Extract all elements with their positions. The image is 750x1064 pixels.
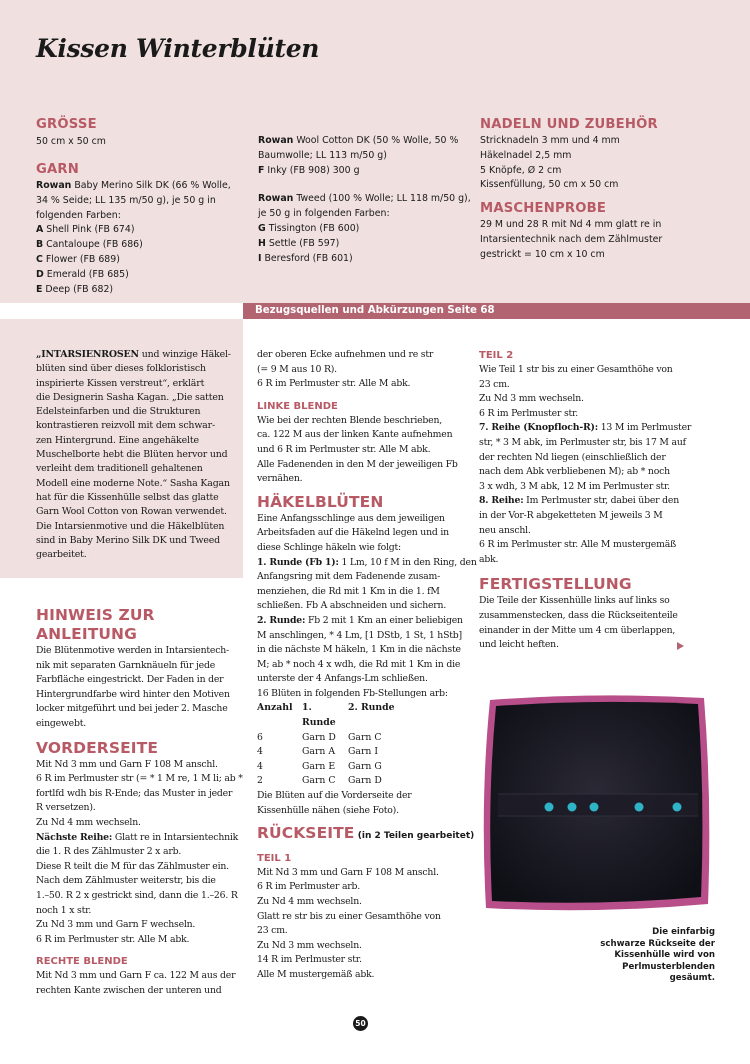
table-cell: Garn D <box>302 731 336 743</box>
hinweis-heading: HINWEIS ZUR ANLEITUNG <box>36 606 155 643</box>
haekelblueten-heading: HÄKELBLÜTEN <box>257 492 384 511</box>
garn-color-item: A Shell Pink (FB 674) <box>36 224 135 236</box>
intro-lead: „INTARSIENROSEN <box>36 349 139 360</box>
table-cell: Garn A <box>302 746 336 758</box>
source-reference-bar: Bezugsquellen und Abkürzungen Seite 68 <box>243 303 750 319</box>
photo-caption: Die einfarbig schwarze Rückseite der Kissenhülle wird von Perlmusterblenden gesäumt. <box>600 927 715 984</box>
garn-section <box>36 162 246 297</box>
table-cell: Garn D <box>348 775 382 787</box>
groesse-heading: GRÖSSE <box>36 117 97 132</box>
intro-text: „INTARSIENROSEN und winzige Häkel- blüten sind über dieses folkloristisch inspirierte Kissen verstreut“, erklärt die Designerin Sasha Kagan. „Die satten Edelsteinfarben und die Strukturen kontrastieren reizvoll mit dem schwar- zen Hintergrund. Eine angehäkelte Muschelborte hebt die Blüten hervor und verleiht dem traditionell gehaltenen Modell eine moderne Note.“ Sasha Kagan hat für die Kissenhülle selbst das glatte Garn Wool Cotton von Rowan verwendet. Die Intarsienmotive und die Häkelblüten sind in Baby Merino Silk DK und Tweed gearbeitet. <box>36 349 231 561</box>
table-cell: Garn E <box>302 760 336 772</box>
garn-color-item: H Settle (FB 597) <box>258 237 340 249</box>
garn-color-item: E Deep (FB 682) <box>36 283 114 295</box>
teil1-heading: TEIL 1 <box>257 852 292 864</box>
table-cell: 6 <box>257 731 263 743</box>
color-table <box>257 701 395 789</box>
pillow-photo <box>476 690 716 918</box>
table-cell: Garn I <box>348 746 379 758</box>
garn-color-item: F Inky (FB 908) 300 g <box>258 164 360 176</box>
table-row <box>257 774 395 789</box>
rueckseite-heading: RÜCKSEITE (in 2 Teilen gearbeitet) <box>257 824 475 843</box>
fertigstellung-heading: FERTIGSTELLUNG <box>479 575 632 594</box>
column-2: der oberen Ecke aufnehmen und re str (= 9 M aus 10 R). 6 R im Perlmuster str. Alle M abk. LINKE BLENDE Wie bei der rechten Blende beschrieben, ca. 122 M aus der linken Kante aufnehmen und 6 R im Perlmuster str. Alle M abk. Alle Fadenenden in den M der jeweiligen Fb vernähen. HÄKELBLÜTEN Eine Anfangsschlinge aus dem jeweiligen Arbeitsfaden auf die Häkelnd legen und in diese Schlinge häkeln wie folgt: 1. Runde (Fb 1): 1 Lm, 10 f M in den Ring, den Anfangsring mit dem Fadenende zusam- menziehen, die Rd mit 1 Km in die 1. fM schließen. Fb A abschneiden und sichern. 2. Runde: Fb 2 mit 1 Km an einer beliebigen M anschlingen, * 4 Lm, [1 DStb, 1 St, 1 hStb] in die nächste M häkeln, 1 Km in die nächste M; ab * noch 4 x wdh, die Rd mit 1 Km in die unterste der 4 Anfangs-Lm schließen. 16 Blüten in folgenden Fb-Stellungen arb: Anzahl 1. Runde 2. Runde 6 Garn D Garn C 4 Garn A Garn I 4 Garn E Garn G 2 Garn C Garn D Die Blüten auf die Vorderseite der Kissenhülle nähen (siehe Foto). RÜCKSEITE (in 2 Teilen gearbeitet) TEIL 1 Mit Nd 3 mm und Garn F 108 M anschl. 6 R im Perlmuster arb. Zu Nd 4 mm wechseln. Glatt re str bis zu einer Gesamthöhe von 23 cm. Zu Nd 3 mm wechseln. 14 R im Perlmuster str. Alle M mustergemäß abk. <box>257 349 477 980</box>
garn-color-item: D Emerald (FB 685) <box>36 268 129 280</box>
maschenprobe-heading: MASCHENPROBE <box>480 201 607 217</box>
garn-line: 34 % Seide; LL 135 m/50 g), je 50 g in <box>36 194 216 206</box>
groesse-section <box>36 117 246 150</box>
hinweis-section: HINWEIS ZUR ANLEITUNG Die Blütenmotive werden in Intarsientech- nik mit separaten Garnknäueln für jede Farbfläche eingestrickt. Der Faden in der Hintergrundfarbe wird hinter den Motiven locker mitgeführt und bei jeder 2. Masche eingewebt. VORDERSEITE Mit Nd 3 mm und Garn F 108 M anschl. 6 R im Perlmuster str (= * 1 M re, 1 M li; ab * fortlfd wdh bis R-Ende; das Muster in jeder R versetzen). Zu Nd 4 mm wechseln. Nächste Reihe: Glatt re in Intarsientechnik die 1. R des Zählmuster 2 x arb. Diese R teilt die M für das Zählmuster ein. Nach dem Zählmuster weiterstr, bis die 1.–50. R 2 x gestrickt sind, dann die 1.–26. R noch 1 x str. Zu Nd 3 mm und Garn F wechseln. 6 R im Perlmuster str. Alle M abk. RECHTE BLENDE Mit Nd 3 mm und Garn F ca. 122 M aus der rechten Kante zwischen der unteren und <box>36 606 248 998</box>
table-header: Anzahl 1. Runde 2. Runde <box>257 702 395 729</box>
rechte-blende-heading: RECHTE BLENDE <box>36 956 128 968</box>
page-number: 50 <box>353 1016 368 1031</box>
table-cell: Garn C <box>302 775 336 787</box>
continue-arrow-icon <box>677 642 684 650</box>
column-3: TEIL 2 Wie Teil 1 str bis zu einer Gesamthöhe von 23 cm. Zu Nd 3 mm wechseln. 6 R im Perlmuster str. 7. Reihe (Knopfloch-R): 13 M im Perlmuster str, * 3 M abk, im Perlmuster str, bis 17 M auf der rechten Nd liegen (einschließlich der nach dem Abk verbliebenen M); ab * noch 3 x wdh, 3 M abk, 12 M im Perlmuster str. 8. Reihe: Im Perlmuster str, dabei über den in der Vor-R abgeketteten M jeweils 3 M neu anschl. 6 R im Perlmuster str. Alle M mustergemäß abk. FERTIGSTELLUNG Die Teile der Kissenhülle links auf links so zusammenstecken, dass die Rückseitenteile einander in der Mitte um 4 cm überlappen, und leicht heften. <box>479 349 719 653</box>
nadeln-heading: NADELN UND ZUBEHÖR <box>480 117 658 132</box>
garn-heading: GARN <box>36 162 80 177</box>
table-row <box>257 731 395 746</box>
garn-line: folgenden Farben: <box>36 209 121 221</box>
garn-color-item: G Tissington (FB 600) <box>258 222 360 234</box>
vorderseite-heading: VORDERSEITE <box>36 738 159 757</box>
garn-col1 <box>36 179 246 297</box>
table-cell: 4 <box>257 746 263 758</box>
garn-color-item: I Beresford (FB 601) <box>258 252 353 264</box>
nadeln-section: NADELN UND ZUBEHÖR Stricknadeln 3 mm und 4 mm Häkelnadel 2,5 mm 5 Knöpfe, Ø 2 cm Kissenfüllung, 50 cm x 50 cm MASCHENPROBE 29 M und 28 R mit Nd 4 mm glatt re in Intarsientechnik nach dem Zählmuster gestrickt = 10 cm x 10 cm <box>480 117 730 263</box>
page-title: Kissen Winterblüten <box>36 34 320 63</box>
linke-blende-heading: LINKE BLENDE <box>257 400 338 412</box>
table-cell: Garn G <box>348 760 382 772</box>
garn-color-item: C Flower (FB 689) <box>36 253 120 265</box>
garn-line: Baby Merino Silk DK (66 % Wolle, <box>74 180 231 191</box>
table-row <box>257 745 395 760</box>
groesse-value: 50 cm x 50 cm <box>36 136 106 147</box>
garn-col2: Rowan Wool Cotton DK (50 % Wolle, 50 % Baumwolle; LL 113 m/50 g) F Inky (FB 908) 300 g Rowan Tweed (100 % Wolle; LL 118 m/50 g), je 50 g in folgenden Farben: G Tissington (FB 600) H Settle (FB 597) I Beresford (FB 601) <box>258 134 473 266</box>
table-cell: 4 <box>257 760 263 772</box>
table-cell: 2 <box>257 775 263 787</box>
table-row <box>257 760 395 775</box>
garn-brand: Rowan <box>36 180 72 191</box>
teil2-heading: TEIL 2 <box>479 350 514 361</box>
garn-color-item: B Cantaloupe (FB 686) <box>36 239 143 251</box>
table-cell: Garn C <box>348 731 382 743</box>
